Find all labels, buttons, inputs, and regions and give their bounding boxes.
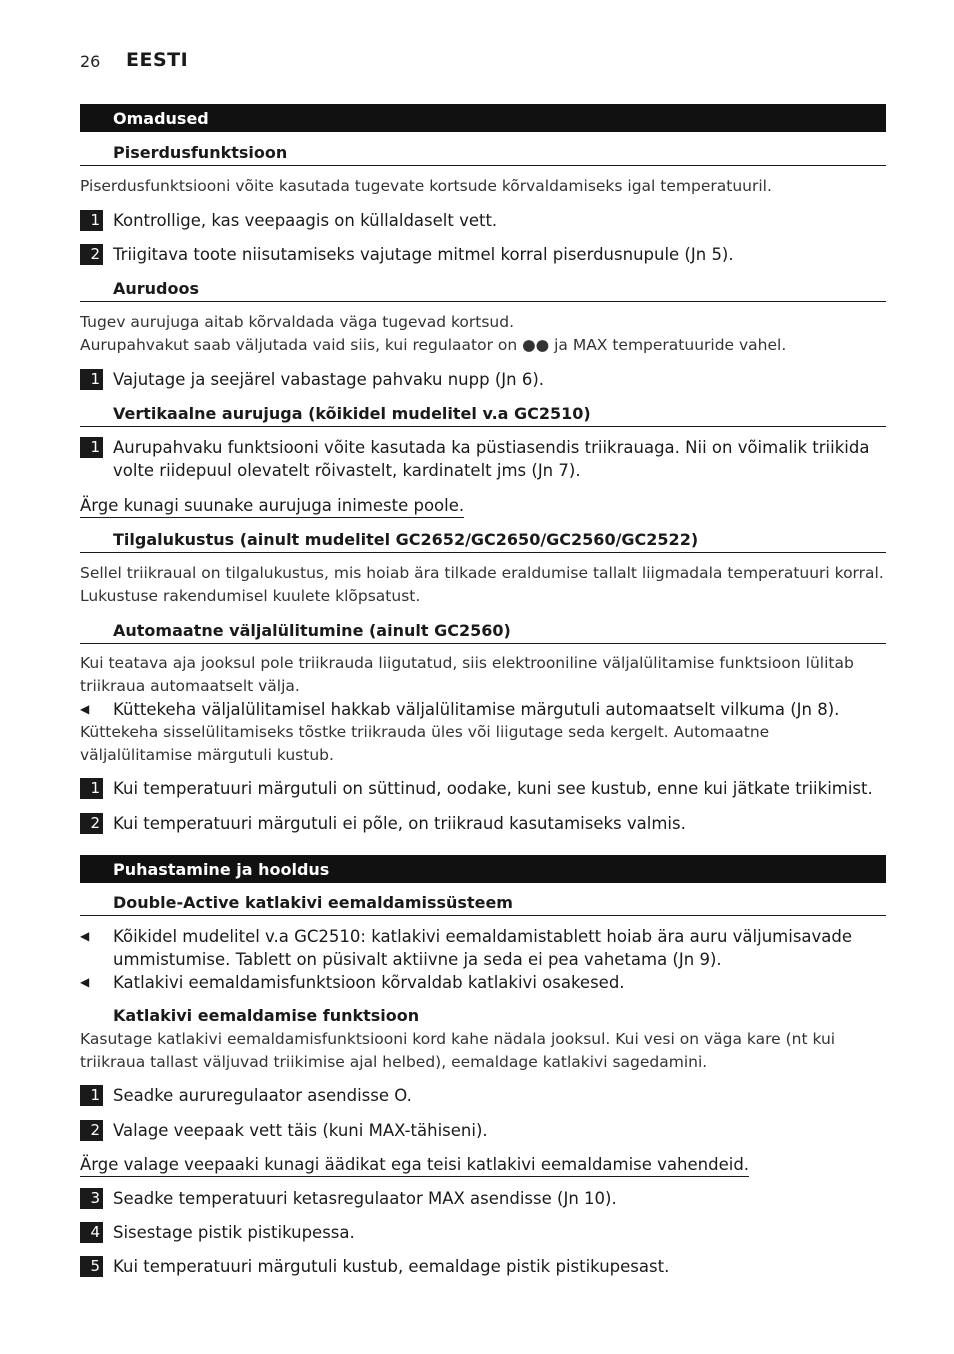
warning-text: Ärge kunagi suunake aurujuga inimeste poole.	[80, 496, 464, 518]
step-number: 2	[80, 1120, 103, 1141]
step-text: Valage veepaak vett täis (kuni MAX-tähiseni).	[113, 1121, 488, 1140]
step-number: 1	[80, 778, 103, 799]
subsection-title: Aurudoos	[113, 279, 200, 298]
subsection-spray	[80, 141, 886, 166]
step-number: 1	[80, 437, 103, 458]
autooff-text: Kui teatava aja jooksul pole triikrauda liigutatud, siis elektrooniline väljalülitamise funktsioon lülitab triikraua automaatselt välja.	[80, 654, 854, 695]
bullet-marker-icon: ◀︎	[80, 702, 90, 716]
step-text: Sisestage pistik pistikupessa.	[113, 1223, 355, 1242]
step-number: 3	[80, 1188, 103, 1209]
subsection-title: Double-Active katlakivi eemaldamissüsteem	[113, 893, 513, 912]
step-text: Kui temperatuuri märgutuli ei põle, on triikraud kasutamiseks valmis.	[113, 814, 686, 833]
bullet-text: Küttekeha väljalülitamisel hakkab väljalülitamise märgutuli automaatselt vilkuma (Jn 8).	[113, 700, 840, 719]
subsection-autooff	[80, 619, 886, 644]
subsection-decalc-function	[80, 1004, 886, 1028]
subsection-dripstop	[80, 528, 886, 553]
bullet-text: Katlakivi eemaldamisfunktsioon kõrvaldab katlakivi osakesed.	[113, 973, 625, 992]
section-bar-cleaning	[80, 855, 886, 883]
step-number: 2	[80, 813, 103, 834]
autooff-after: Küttekeha sisselülitamiseks tõstke triikrauda üles või liigutage seda kergelt. Automaatne väljalülitamise märgutuli kustub.	[80, 723, 770, 764]
step-number: 5	[80, 1256, 103, 1277]
subsection-decalc	[80, 891, 886, 916]
warning-text: Ärge valage veepaaki kunagi äädikat ega teisi katlakivi eemaldamise vahendeid.	[80, 1155, 749, 1177]
section-title: Puhastamine ja hooldus	[113, 860, 330, 879]
page-number: 26	[80, 52, 101, 71]
bullet-marker-icon: ◀︎	[80, 929, 90, 943]
step-number: 2	[80, 244, 103, 265]
subsection-vertical	[80, 402, 886, 427]
step-text: Triigitava toote niisutamiseks vajutage mitmel korral piserdusnupule (Jn 5).	[113, 245, 734, 264]
shot-line-2: Aurupahvakut saab väljutada vaid siis, kui regulaator on ●● ja MAX temperatuuride vahel.	[80, 336, 787, 354]
subsection-shot	[80, 277, 886, 302]
step-number: 1	[80, 1085, 103, 1106]
warning-note	[80, 494, 886, 518]
section-bar-features	[80, 104, 886, 132]
subsection-title: Katlakivi eemaldamise funktsioon	[113, 1006, 420, 1025]
subsection-title: Piserdusfunktsioon	[113, 143, 288, 162]
section-title: Omadused	[113, 109, 209, 128]
step-text: Kui temperatuuri märgutuli kustub, eemaldage pistik pistikupesast.	[113, 1257, 670, 1276]
subsection-title: Tilgalukustus (ainult mudelitel GC2652/GC2650/GC2560/GC2522)	[113, 530, 699, 549]
subsection-title: Automaatne väljalülitumine (ainult GC2560)	[113, 621, 511, 640]
shot-line-1: Tugev aurujuga aitab kõrvaldada väga tugevad kortsud.	[80, 313, 514, 331]
step-text: Aurupahvaku funktsiooni võite kasutada ka püstiasendis triikrauaga. Nii on võimalik triikida volte riidepuul olevatelt rõivastelt, kardinatelt jms (Jn 7).	[113, 438, 870, 480]
step-text: Vajutage ja seejärel vabastage pahvaku nupp (Jn 6).	[113, 370, 545, 389]
dripstop-text: Sellel triikraual on tilgalukustus, mis hoiab ära tilkade eraldumise tallalt liigmadala temperatuuri korral. Lukustuse rakendumisel kuulete klõpsatust.	[80, 564, 884, 605]
step-text: Seadke temperatuuri ketasregulaator MAX asendisse (Jn 10).	[113, 1189, 617, 1208]
spray-intro: Piserdusfunktsiooni võite kasutada tugevate kortsude kõrvaldamiseks igal temperatuuril.	[80, 177, 772, 195]
subsection-title: Vertikaalne aurujuga (kõikidel mudelitel v.a GC2510)	[113, 404, 591, 423]
decalc-func-text: Kasutage katlakivi eemaldamisfunktsiooni kord kahe nädala jooksul. Kui vesi on väga kare (nt kui triikraua tallast väljuvad triikimise ajal helbed), eemaldage katlakivi sagedamini.	[80, 1030, 836, 1071]
step-text: Kontrollige, kas veepaagis on küllaldaselt vett.	[113, 211, 498, 230]
bullet-marker-icon: ◀︎	[80, 975, 90, 989]
step-number: 1	[80, 210, 103, 231]
bullet-text: Kõikidel mudelitel v.a GC2510: katlakivi eemaldamistablett hoiab ära auru väljumisavade ummistumise. Tablett on püsivalt aktiivne ja seda ei pea vahetama (Jn 9).	[113, 927, 853, 969]
step-number: 1	[80, 369, 103, 390]
step-text: Seadke aururegulaator asendisse O.	[113, 1086, 412, 1105]
step-text: Kui temperatuuri märgutuli on süttinud, oodake, kuni see kustub, enne kui jätkate triikimist.	[113, 779, 873, 798]
warning-note	[80, 1153, 886, 1177]
language-label: EESTI	[126, 49, 189, 71]
step-number: 4	[80, 1222, 103, 1243]
